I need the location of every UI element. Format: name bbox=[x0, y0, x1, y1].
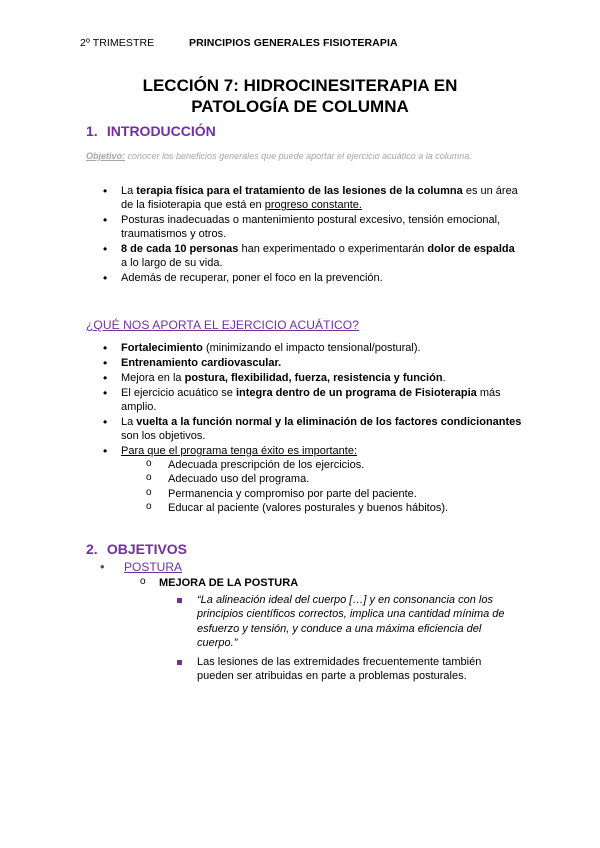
list-item bbox=[93, 415, 523, 443]
objective-label: Objetivo: bbox=[86, 151, 126, 161]
header-course: PRINCIPIOS GENERALES FISIOTERAPIA bbox=[189, 37, 398, 49]
text: (minimizando el impacto tensional/postural). bbox=[202, 342, 421, 354]
text-bold: integra dentro de un programa de Fisioterapia bbox=[235, 387, 477, 399]
text-bold: 8 de cada 10 personas bbox=[121, 243, 239, 255]
text: Posturas inadecuadas o mantenimiento postural excesivo, tensión emocional, traumatismos y otros. bbox=[121, 214, 501, 240]
list-item bbox=[93, 356, 523, 370]
text: han experimentado o experimentarán bbox=[238, 243, 428, 255]
lesson-title-line1: LECCIÓN 7: HIDROCINESITERAPIA EN bbox=[142, 76, 458, 95]
list-item bbox=[93, 386, 523, 414]
text: Mejora en la bbox=[121, 372, 185, 384]
square-bullet-icon bbox=[177, 660, 182, 665]
text: más amplio. bbox=[121, 387, 501, 413]
quote-paragraph: “La alineación ideal del cuerpo […] y en consonancia con los principios científicos correctos, implica una cantidad mínima de esfuerzo y tensión, y conduce a una máxima eficiencia del cuerpo.” bbox=[197, 594, 505, 650]
section-number: 1. bbox=[86, 123, 98, 139]
text-underline: Para que el programa tenga éxito es importante: bbox=[121, 445, 358, 457]
page-header bbox=[80, 37, 580, 53]
sub-list-item: o Adecuado uso del programa. bbox=[121, 472, 523, 486]
list-item bbox=[93, 371, 523, 385]
objective-text: conocer los beneficios generales que puede aportar el ejercicio acuático a la columna. bbox=[125, 151, 472, 161]
text-bold: Fortalecimiento bbox=[121, 342, 203, 354]
text-bold: dolor de espalda bbox=[427, 243, 515, 255]
aporta-bullet-list bbox=[93, 341, 523, 517]
text: El ejercicio acuático se bbox=[121, 387, 236, 399]
square-bullet-icon bbox=[177, 598, 182, 603]
section-heading-objetivos bbox=[86, 541, 187, 557]
text: son los objetivos. bbox=[121, 430, 206, 442]
text-bold: terapia física para el tratamiento de las lesiones de la columna bbox=[136, 185, 463, 197]
objective-note bbox=[86, 150, 506, 162]
list-item bbox=[93, 184, 523, 212]
sub-list-item: o Permanencia y compromiso por parte del paciente. bbox=[121, 487, 523, 501]
section-heading-introduccion bbox=[86, 123, 216, 139]
header-term: 2º TRIMESTRE bbox=[80, 37, 155, 49]
bullet-icon: • bbox=[100, 559, 105, 574]
text-bold: postura, flexibilidad, fuerza, resistencia y función bbox=[184, 372, 443, 384]
section-title: INTRODUCCIÓN bbox=[106, 123, 216, 139]
list-item bbox=[93, 444, 523, 516]
section-title: OBJETIVOS bbox=[106, 541, 188, 557]
lesson-title-line2: PATOLOGÍA DE COLUMNA bbox=[191, 97, 409, 116]
sub-list-item: o Educar al paciente (valores posturales y buenos hábitos). bbox=[121, 501, 523, 515]
text: La bbox=[121, 416, 137, 428]
text: es un área de la fisioterapia que está en bbox=[121, 185, 518, 211]
intro-bullet-list bbox=[93, 184, 523, 286]
text: a lo largo de su vida. bbox=[121, 257, 223, 269]
subheading-aporta: ¿QUÉ NOS APORTA EL EJERCICIO ACUÁTICO? bbox=[86, 318, 359, 332]
list-item bbox=[93, 271, 523, 285]
mejora-label: MEJORA DE LA POSTURA bbox=[159, 577, 299, 589]
text-underline: progreso constante. bbox=[264, 199, 362, 211]
text: Además de recuperar, poner el foco en la prevención. bbox=[121, 272, 383, 284]
list-item bbox=[93, 213, 523, 241]
sub-list-item: o Adecuada prescripción de los ejercicios. bbox=[121, 458, 523, 472]
text: . bbox=[442, 372, 446, 384]
lesson-title bbox=[0, 75, 600, 117]
text-bold: vuelta a la función normal y la eliminación de los factores condicionantes bbox=[136, 416, 522, 428]
list-item bbox=[93, 341, 523, 355]
sub-list bbox=[121, 458, 523, 516]
text: La bbox=[121, 185, 137, 197]
text-bold: Entrenamiento cardiovascular. bbox=[121, 357, 282, 369]
list-item bbox=[93, 242, 523, 270]
circle-bullet-icon: o bbox=[140, 576, 146, 587]
lesiones-paragraph: Las lesiones de las extremidades frecuentemente también pueden ser atribuidas en parte a problemas posturales. bbox=[197, 656, 482, 683]
postura-label: POSTURA bbox=[124, 560, 183, 574]
section-number: 2. bbox=[86, 541, 98, 557]
